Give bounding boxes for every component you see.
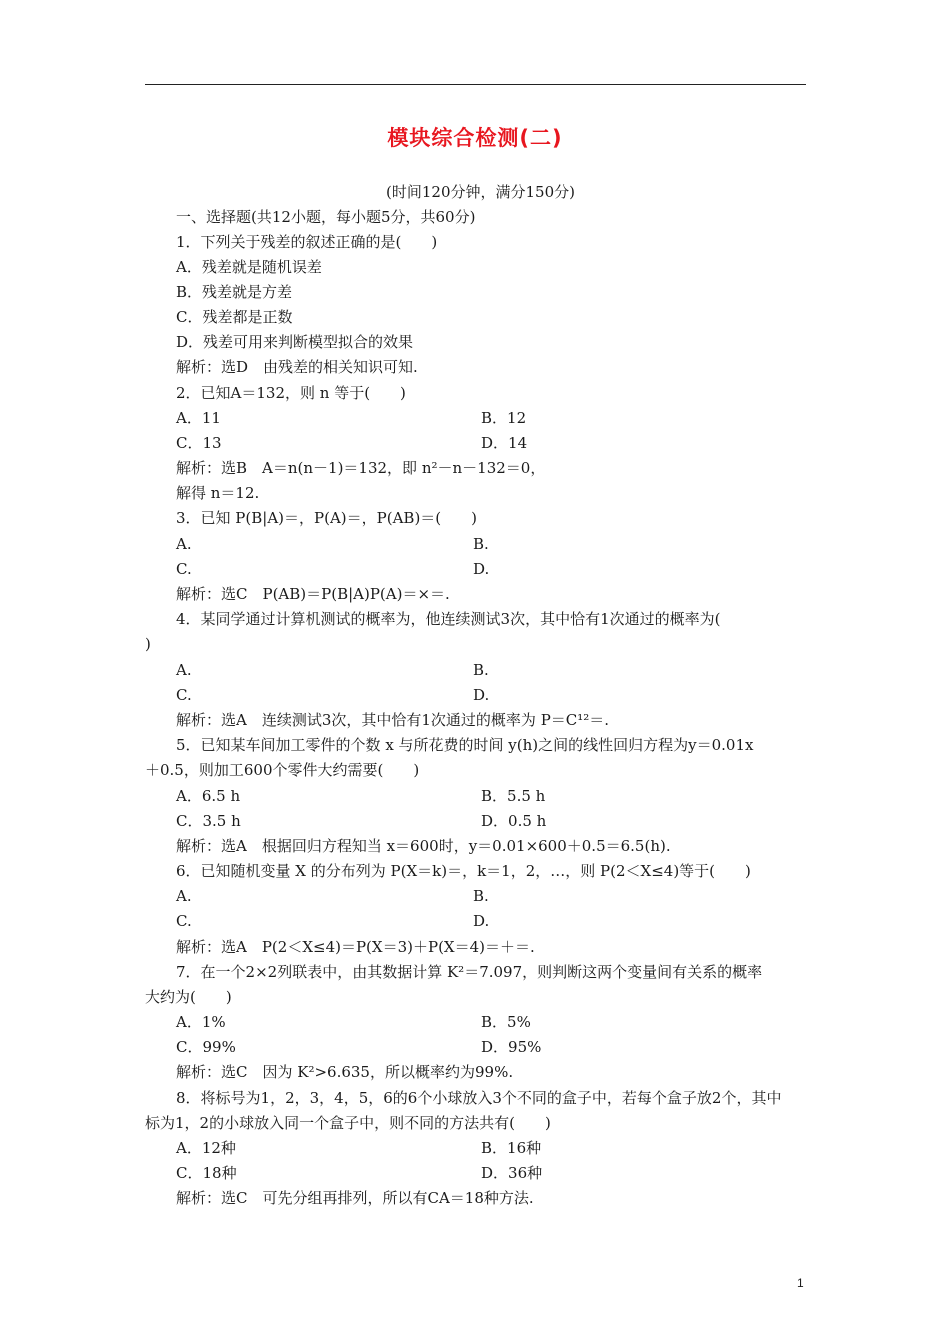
text-line-q8d: D．36种 bbox=[481, 1164, 543, 1182]
text-line-q7c: C．99% bbox=[176, 1038, 236, 1056]
text-line-q5bb: B．5.5 h bbox=[481, 787, 546, 805]
text-line-q7d: D．95% bbox=[481, 1038, 542, 1056]
text-line-q2c: C．13 bbox=[176, 434, 222, 452]
page-number: 1 bbox=[797, 1276, 804, 1290]
text-line-q7b: 大约为( ) bbox=[145, 988, 232, 1006]
text-line-q8bb: B．16种 bbox=[481, 1139, 542, 1157]
text-line-q3c: C. bbox=[176, 560, 192, 578]
text-line-q6: 6．已知随机变量 X 的分布列为 P(X＝k)＝，k＝1，2，…，则 P(2＜X≤4)等于( ) bbox=[176, 862, 751, 880]
text-line-q2d: D．14 bbox=[481, 434, 528, 452]
section-heading: 一、选择题(共12小题，每小题5分，共60分) bbox=[176, 208, 476, 226]
text-line-q2s: 解析：选B A＝n(n－1)＝132，即 n²－n－132＝0， bbox=[176, 459, 546, 477]
text-line-q7: 7．在一个2×2列联表中，由其数据计算 K²＝7.097，则判断这两个变量间有关系的概率 bbox=[176, 963, 763, 981]
text-line-q8a: A．12种 bbox=[176, 1139, 236, 1157]
text-line-q4s: 解析：选A 连续测试3次，其中恰有1次通过的概率为 P＝C¹²＝. bbox=[176, 711, 610, 729]
text-line-q1s: 解析：选D 由残差的相关知识可知. bbox=[176, 358, 418, 376]
text-line-q5d: D．0.5 h bbox=[481, 812, 547, 830]
text-line-q8c: C．18种 bbox=[176, 1164, 237, 1182]
text-line-q5c: C．3.5 h bbox=[176, 812, 241, 830]
text-line-q8s: 解析：选C 可先分组再排列，所以有CA＝18种方法. bbox=[176, 1189, 534, 1207]
text-line-q6s: 解析：选A P(2＜X≤4)＝P(X＝3)＋P(X＝4)＝＋＝. bbox=[176, 938, 535, 956]
text-line-q2a: A．11 bbox=[176, 409, 221, 427]
text-line-q3d: D. bbox=[473, 560, 490, 578]
text-line-q7s: 解析：选C 因为 K²>6.635，所以概率约为99%. bbox=[176, 1063, 514, 1081]
text-line-q4: 4．某同学通过计算机测试的概率为，他连续测试3次，其中恰有1次通过的概率为( bbox=[176, 610, 721, 628]
text-line-q4b: B. bbox=[473, 661, 489, 679]
text-line-q3a: A. bbox=[176, 535, 192, 553]
header-rule bbox=[145, 84, 806, 85]
text-line-q3s: 解析：选C P(AB)＝P(B|A)P(A)＝×＝. bbox=[176, 585, 450, 603]
text-line-q7bb: B．5% bbox=[481, 1013, 531, 1031]
text-line-q4a: A. bbox=[176, 661, 192, 679]
text-line-q1a: A．残差就是随机误差 bbox=[176, 258, 322, 276]
page-title: 模块综合检测(二) bbox=[387, 126, 563, 150]
text-line-q5s: 解析：选A 根据回归方程知当 x＝600时，y＝0.01×600＋0.5＝6.5(h). bbox=[176, 837, 671, 855]
text-line-q1d: D．残差可用来判断模型拟合的效果 bbox=[176, 333, 414, 351]
text-line-q2b: B．12 bbox=[481, 409, 527, 427]
text-line-q6d: D. bbox=[473, 912, 490, 930]
text-line-q8b: 标为1，2的小球放入同一个盒子中，则不同的方法共有( ) bbox=[145, 1114, 551, 1132]
text-line-q1b: B．残差就是方差 bbox=[176, 283, 293, 301]
text-line-q7a: A．1% bbox=[176, 1013, 226, 1031]
text-line-q4d: D. bbox=[473, 686, 490, 704]
text-line-q3b: B. bbox=[473, 535, 489, 553]
text-line-q5a: A．6.5 h bbox=[176, 787, 241, 805]
text-line-q2s2: 解得 n＝12. bbox=[176, 484, 260, 502]
text-line-q4b2: ) bbox=[145, 635, 151, 653]
text-line-q6a: A. bbox=[176, 887, 192, 905]
text-line-q8: 8．将标号为1，2，3，4，5，6的6个小球放入3个不同的盒子中，若每个盒子放2个，其中 bbox=[176, 1089, 782, 1107]
text-line-q1: 1．下列关于残差的叙述正确的是( ) bbox=[176, 233, 438, 251]
text-line-q3: 3．已知 P(B|A)＝，P(A)＝，P(AB)＝( ) bbox=[176, 509, 478, 527]
text-line-q5: 5．已知某车间加工零件的个数 x 与所花费的时间 y(h)之间的线性回归方程为y＝0.01x bbox=[176, 736, 754, 754]
text-line-q1c: C．残差都是正数 bbox=[176, 308, 293, 326]
text-line-q4c: C. bbox=[176, 686, 192, 704]
subtitle: (时间120分钟，满分150分) bbox=[386, 183, 575, 201]
text-line-q6b: B. bbox=[473, 887, 489, 905]
text-line-q6c: C. bbox=[176, 912, 192, 930]
text-line-q2: 2．已知A＝132，则 n 等于( ) bbox=[176, 384, 406, 402]
text-line-q5b: ＋0.5，则加工600个零件大约需要( ) bbox=[145, 761, 420, 779]
